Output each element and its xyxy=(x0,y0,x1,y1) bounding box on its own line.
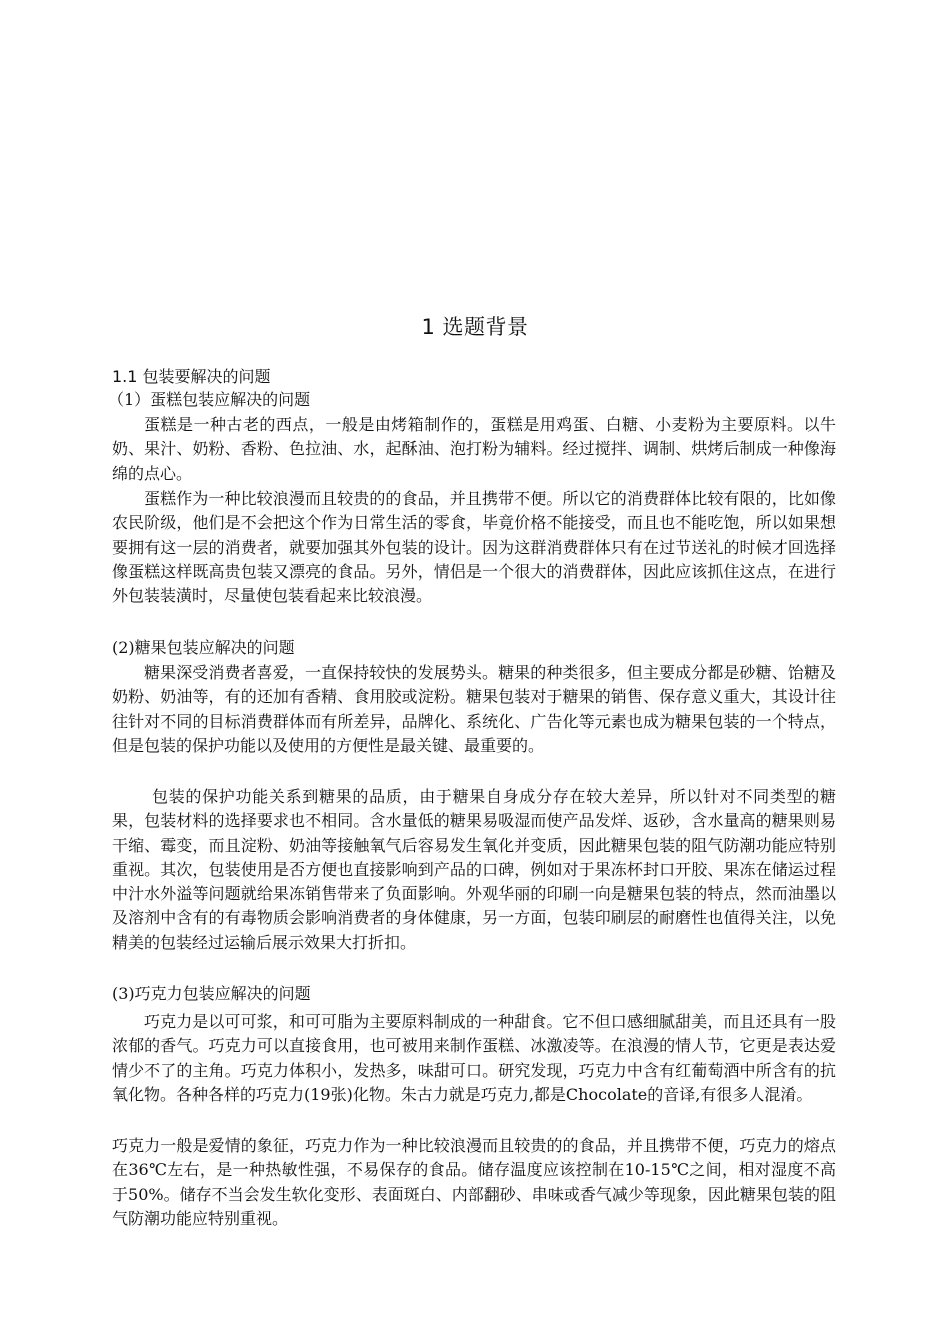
candy-paragraph-1: 糖果深受消费者喜爱，一直保持较快的发展势头。糖果的种类很多，但主要成分都是砂糖、饴糖及奶粉、奶油等，有的还加有香精、食用胶或淀粉。糖果包装对于糖果的销售、保存意义重大，其设计往往针对不同的目标消费群体而有所差异，品牌化、系统化、广告化等元素也成为糖果包装的一个特点，但是包装的保护功能以及使用的方便性是最关键、最重要的。 xyxy=(112,663,836,755)
chocolate-paragraph-2: 巧克力一般是爱情的象征，巧克力作为一种比较浪漫而且较贵的的食品，并且携带不便，巧克力的熔点在36℃左右，是一种热敏性强，不易保存的食品。储存温度应该控制在10-15℃之间，相对湿度不高于50%。储存不当会发生软化变形、表面斑白、内部翻砂、串味或香气减少等现象，因此糖果包装的阻气防潮功能应特别重视。 xyxy=(112,1136,836,1228)
candy-paragraph-2: 包装的保护功能关系到糖果的品质，由于糖果自身成分存在较大差异，所以针对不同类型的糖果，包装材料的选择要求也不相同。含水量低的糖果易吸湿而使产品发烊、返砂，含水量高的糖果则易干缩、霉变，而且淀粉、奶油等接触氧气后容易发生氧化并变质，因此糖果包装的阻气防潮功能应特别重视。其次，包装使用是否方便也直接影响到产品的口碑，例如对于果冻杯封口开胶、果冻在储运过程中汁水外溢等问题就给果冻销售带来了负面影响。外观华丽的印刷一向是糖果包装的特点，然而油墨以及溶剂中含有的有毒物质会影响消费者的身体健康，另一方面，包装印刷层的耐磨性也值得关注，以免精美的包装经过运输后展示效果大打折扣。 xyxy=(112,787,836,952)
page-title: 1 选题背景 xyxy=(421,315,529,339)
chocolate-subheading: (3)巧克力包装应解决的问题 xyxy=(112,984,311,1003)
cake-paragraph-2: 蛋糕作为一种比较浪漫而且较贵的的食品，并且携带不便。所以它的消费群体比较有限的，比如像农民阶级，他们是不会把这个作为日常生活的零食，毕竟价格不能接受，而且也不能吃饱，所以如果想要拥有这一层的消费者，就要加强其外包装的设计。因为这群消费群体只有在过节送礼的时候才回选择像蛋糕这样既高贵包装又漂亮的食品。另外，情侣是一个很大的消费群体，因此应该抓住这点，在进行外包装装潢时，尽量使包装看起来比较浪漫。 xyxy=(112,489,836,606)
chocolate-paragraph-1: 巧克力是以可可浆，和可可脂为主要原料制成的一种甜食。它不但口感细腻甜美，而且还具有一股浓郁的香气。巧克力可以直接食用，也可被用来制作蛋糕、冰激凌等。在浪漫的情人节，它更是表达爱情少不了的主角。巧克力体积小，发热多，味甜可口。研究发现，巧克力中含有红葡萄酒中所含有的抗氧化物。各种各样的巧克力(19张)化物。朱古力就是巧克力,都是Chocolate的音译,有很多人混淆。 xyxy=(112,1012,836,1104)
candy-subheading: (2)糖果包装应解决的问题 xyxy=(112,638,295,657)
section-heading: 1.1 包装要解决的问题 xyxy=(112,367,271,386)
cake-paragraph-1: 蛋糕是一种古老的西点，一般是由烤箱制作的，蛋糕是用鸡蛋、白糖、小麦粉为主要原料。以牛奶、果汁、奶粉、香粉、色拉油、水，起酥油、泡打粉为辅料。经过搅拌、调制、烘烤后制成一种像海绵的点心。 xyxy=(112,415,836,483)
cake-subheading: （1）蛋糕包装应解决的问题 xyxy=(108,390,311,409)
